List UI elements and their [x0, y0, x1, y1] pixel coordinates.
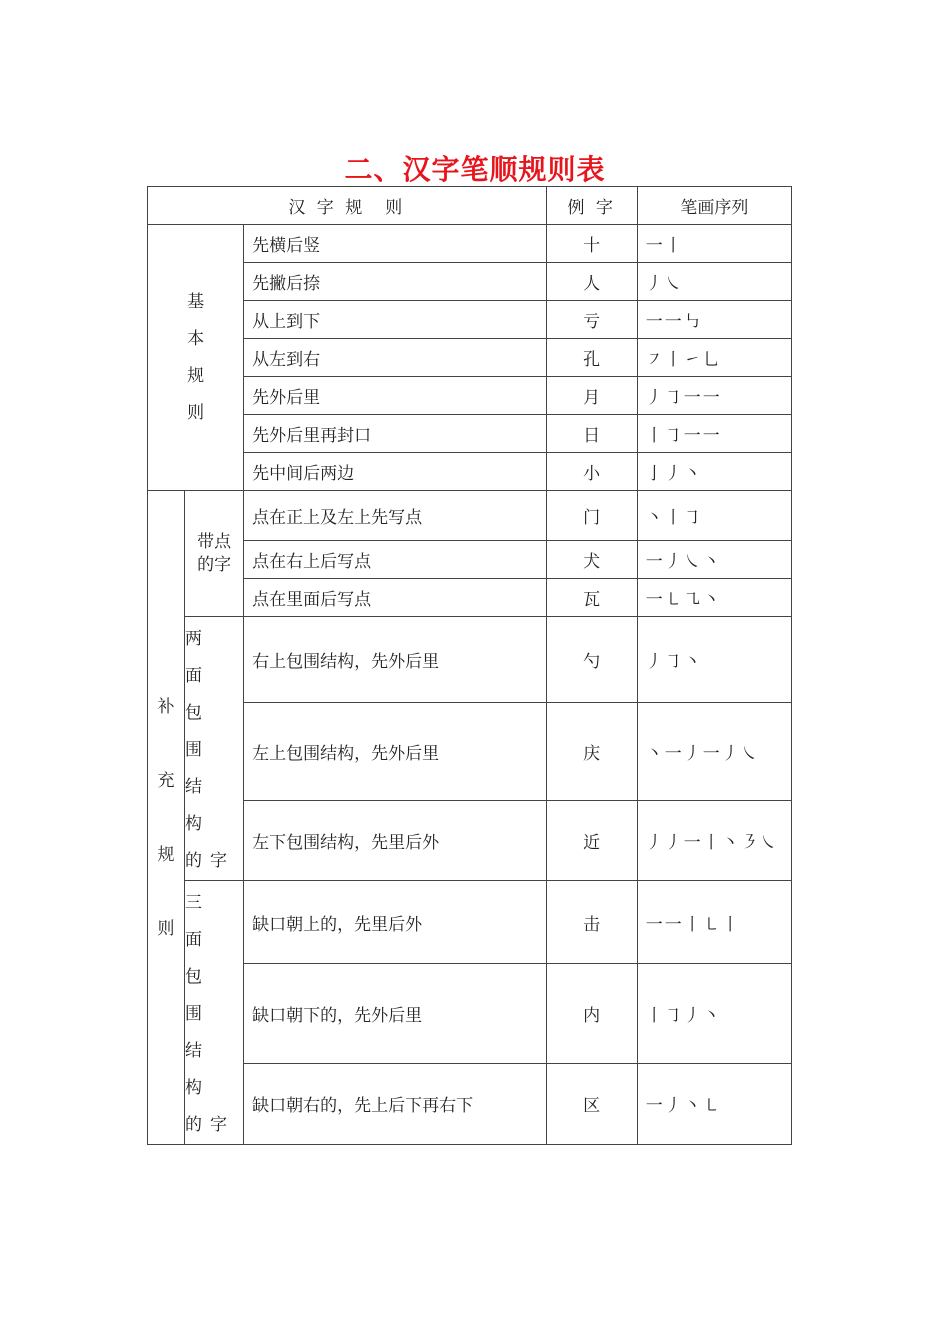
sequence-cell: 一丿丶㇄ [637, 1063, 791, 1144]
sequence-cell: 一㇄㇈丶 [637, 579, 791, 617]
example-cell: 小 [546, 453, 637, 491]
rule-cell: 先撇后捺 [244, 263, 546, 301]
rule-cell: 从左到右 [244, 339, 546, 377]
rule-cell: 左下包围结构，先里后外 [244, 801, 546, 881]
rule-cell: 点在正上及左上先写点 [244, 491, 546, 541]
rule-cell: 先中间后两边 [244, 453, 546, 491]
sequence-cell: 丿㇆丶 [637, 617, 791, 703]
rule-cell: 先外后里再封口 [244, 415, 546, 453]
group-label-text: 三 面 包 围 结 构 的字 [185, 893, 236, 1135]
table-row [148, 801, 792, 881]
example-cell: 瓦 [546, 579, 637, 617]
table-row [148, 702, 792, 801]
header-sequence: 笔画序列 [637, 187, 791, 225]
header-example: 例 字 [546, 187, 637, 225]
example-cell: 十 [546, 225, 637, 263]
example-cell: 内 [546, 964, 637, 1063]
page-title: 二、汉字笔顺规则表 [344, 153, 606, 186]
group-label-text: 带点 的字 [197, 531, 232, 575]
supplement-rules-label [148, 491, 185, 1145]
sequence-cell: 丿㇆一一 [637, 377, 791, 415]
example-cell: 犬 [546, 541, 637, 579]
example-cell: 门 [546, 491, 637, 541]
table-row [148, 301, 792, 339]
sequence-cell: 丿丿一丨丶㇋㇏ [637, 801, 791, 881]
table-row [148, 453, 792, 491]
group-label-text: 两 面 包 围 结 构 的字 [185, 629, 236, 871]
table-row [148, 579, 792, 617]
example-cell: 勺 [546, 617, 637, 703]
sequence-cell: 亅丿丶 [637, 453, 791, 491]
example-cell: 亏 [546, 301, 637, 339]
table-row [148, 1063, 792, 1144]
example-cell: 月 [546, 377, 637, 415]
table-row [148, 964, 792, 1063]
rule-cell: 左上包围结构，先外后里 [244, 702, 546, 801]
rule-cell: 从上到下 [244, 301, 546, 339]
table-row [148, 415, 792, 453]
sequence-cell: 丨㇆丿丶 [637, 964, 791, 1063]
sequence-cell: 一一丨㇄丨 [637, 881, 791, 964]
example-cell: 近 [546, 801, 637, 881]
group-label-two-sided [185, 617, 244, 881]
sequence-cell: 一丿㇏丶 [637, 541, 791, 579]
table-row [148, 225, 792, 263]
sequence-cell: 一丨 [637, 225, 791, 263]
example-cell: 区 [546, 1063, 637, 1144]
rule-cell: 缺口朝上的，先里后外 [244, 881, 546, 964]
table-row [148, 881, 792, 964]
sequence-cell: ㇇丨㇀乚 [637, 339, 791, 377]
sequence-cell: 丿㇏ [637, 263, 791, 301]
table-row [148, 339, 792, 377]
group-label-dotted [185, 491, 244, 617]
sequence-cell: 一一㇉ [637, 301, 791, 339]
stroke-order-table [147, 186, 792, 1145]
header-rule: 汉 字 规 则 [148, 187, 547, 225]
example-cell: 日 [546, 415, 637, 453]
table-header-row [148, 187, 792, 225]
example-cell: 人 [546, 263, 637, 301]
basic-rules-label [148, 225, 244, 491]
sequence-cell: 丨㇆一一 [637, 415, 791, 453]
example-cell: 孔 [546, 339, 637, 377]
table-row [148, 377, 792, 415]
rule-cell: 右上包围结构，先外后里 [244, 617, 546, 703]
rule-cell: 先外后里 [244, 377, 546, 415]
supplement-rules-text: 补 充 规 则 [157, 696, 175, 939]
table-row [148, 491, 792, 541]
group-label-three-sided [185, 881, 244, 1145]
table-row [148, 263, 792, 301]
basic-rules-text: 基 本 规 则 [187, 291, 205, 423]
rule-cell: 缺口朝右的，先上后下再右下 [244, 1063, 546, 1144]
table-row [148, 617, 792, 703]
sequence-cell: 丶一丿一丿㇏ [637, 702, 791, 801]
table-row [148, 541, 792, 579]
rule-cell: 先横后竖 [244, 225, 546, 263]
sequence-cell: 丶丨㇆ [637, 491, 791, 541]
rule-cell: 点在里面后写点 [244, 579, 546, 617]
rule-cell: 缺口朝下的，先外后里 [244, 964, 546, 1063]
example-cell: 击 [546, 881, 637, 964]
example-cell: 庆 [546, 702, 637, 801]
rule-cell: 点在右上后写点 [244, 541, 546, 579]
